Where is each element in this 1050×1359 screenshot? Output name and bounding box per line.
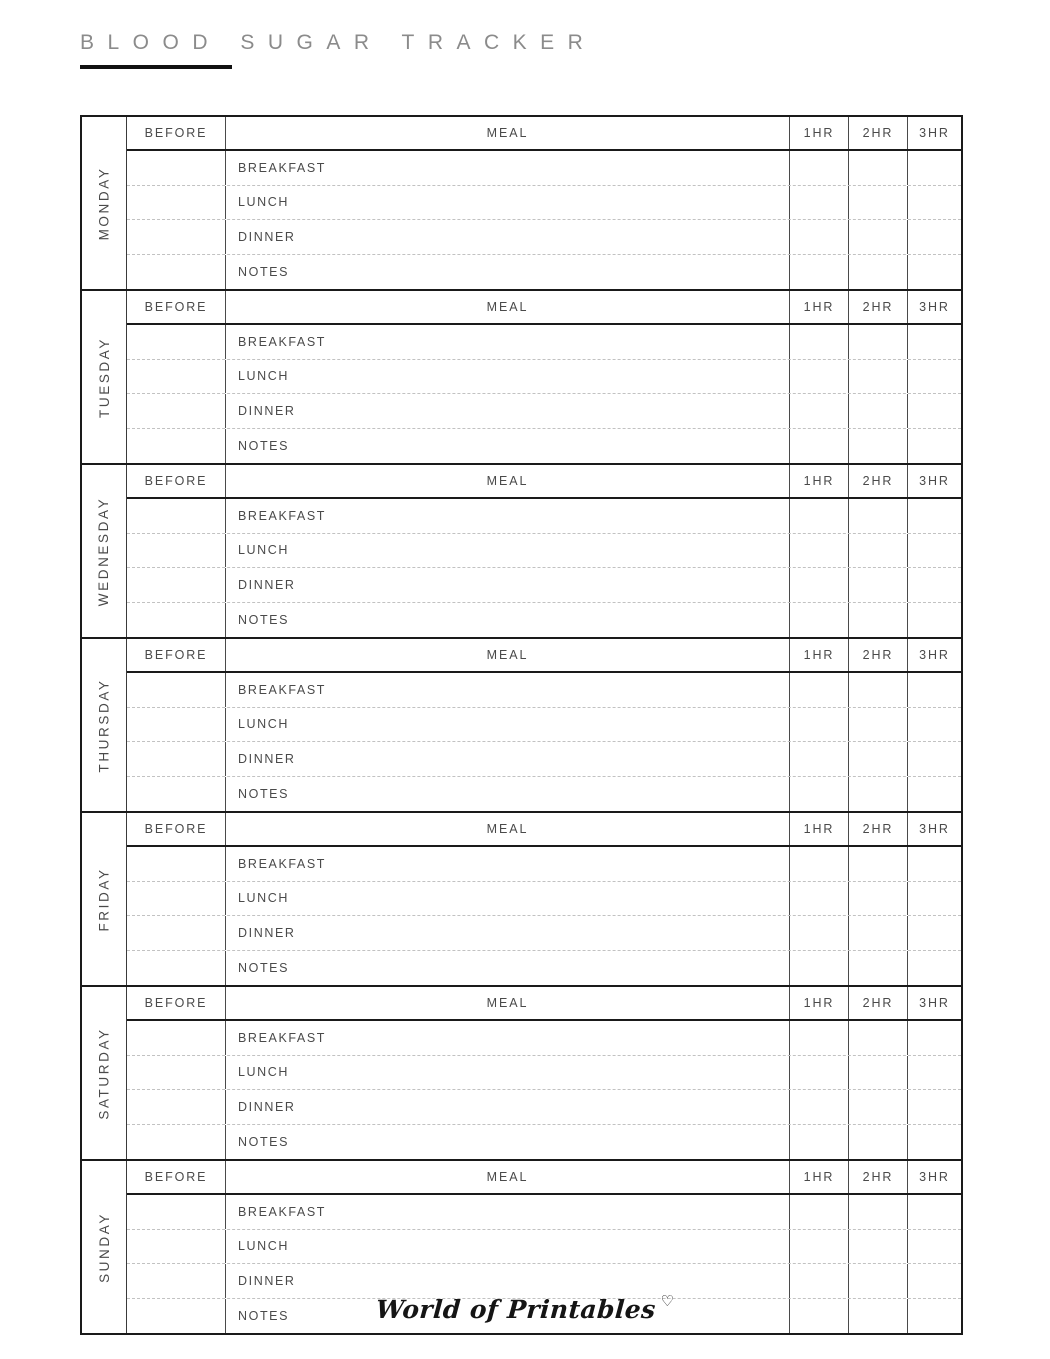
- meal-entry-row: [127, 603, 961, 638]
- reading-1hr-input[interactable]: [790, 255, 849, 290]
- meal-entry-input[interactable]: [226, 1264, 790, 1298]
- reading-2hr-input[interactable]: [849, 1230, 908, 1264]
- reading-1hr-input[interactable]: [790, 951, 849, 986]
- before-reading-input[interactable]: [127, 847, 226, 881]
- reading-2hr-input[interactable]: [849, 847, 908, 881]
- reading-1hr-input[interactable]: [790, 151, 849, 185]
- column-header-1hr: 1HR: [790, 813, 849, 845]
- reading-1hr-input[interactable]: [790, 1090, 849, 1124]
- blood-sugar-tracker-table: [80, 115, 963, 1335]
- reading-3hr-input[interactable]: [908, 1090, 961, 1124]
- day-body: [127, 465, 961, 637]
- column-header-1hr: 1HR: [790, 465, 849, 497]
- meal-entry-row: [127, 673, 961, 708]
- meal-row-label: NOTES: [238, 264, 290, 279]
- meal-entry-row: [127, 325, 961, 360]
- meal-entry-row: [127, 1090, 961, 1125]
- meal-entry-row: [127, 568, 961, 603]
- meal-entry-row: [127, 951, 961, 986]
- before-reading-input[interactable]: [127, 394, 226, 428]
- before-reading-input[interactable]: [127, 1021, 226, 1055]
- reading-1hr-input[interactable]: [790, 429, 849, 464]
- meal-row-label: DINNER: [238, 1273, 296, 1288]
- column-header-3hr: 3HR: [919, 126, 950, 140]
- column-header-3hr: 3HR: [919, 996, 950, 1010]
- before-reading-input[interactable]: [127, 255, 226, 290]
- meal-row-label: DINNER: [238, 229, 296, 244]
- reading-1hr-input[interactable]: [790, 1195, 849, 1229]
- meal-entry-input[interactable]: [226, 673, 790, 707]
- meal-entry-input[interactable]: [226, 742, 790, 776]
- before-reading-input[interactable]: [127, 151, 226, 185]
- reading-3hr-input[interactable]: [908, 708, 961, 742]
- page-title: BLOOD SUGAR TRACKER: [80, 31, 597, 54]
- day-body: [127, 291, 961, 463]
- before-reading-input[interactable]: [127, 429, 226, 464]
- column-header-before: BEFORE: [127, 813, 226, 845]
- meal-entry-row: [127, 916, 961, 951]
- meal-entry-input[interactable]: [226, 325, 790, 359]
- day-block: [82, 117, 961, 291]
- before-reading-input[interactable]: [127, 568, 226, 602]
- reading-2hr-input[interactable]: [849, 186, 908, 220]
- meal-entry-row: [127, 777, 961, 812]
- meal-entry-input[interactable]: [226, 777, 790, 812]
- meal-row-label: LUNCH: [238, 891, 290, 906]
- reading-2hr-input[interactable]: [849, 499, 908, 533]
- day-name: THURSDAY: [96, 677, 112, 773]
- reading-3hr-input[interactable]: [908, 186, 961, 220]
- reading-2hr-input[interactable]: [849, 916, 908, 950]
- before-reading-input[interactable]: [127, 1090, 226, 1124]
- meal-entry-row: [127, 742, 961, 777]
- reading-3hr-input[interactable]: [908, 360, 961, 394]
- column-header-1hr: 1HR: [790, 117, 849, 149]
- meal-entry-row: [127, 1230, 961, 1265]
- reading-2hr-input[interactable]: [849, 673, 908, 707]
- meal-entry-input[interactable]: [226, 220, 790, 254]
- before-reading-input[interactable]: [127, 777, 226, 812]
- meal-entry-row: [127, 1264, 961, 1299]
- title-block: [80, 32, 596, 69]
- reading-3hr-input[interactable]: [908, 325, 961, 359]
- day-body: [127, 813, 961, 985]
- before-reading-input[interactable]: [127, 1230, 226, 1264]
- reading-3hr-input[interactable]: [908, 1264, 961, 1298]
- reading-3hr-input[interactable]: [908, 1195, 961, 1229]
- day-name: MONDAY: [96, 166, 112, 240]
- reading-3hr-input[interactable]: [908, 1056, 961, 1090]
- reading-1hr-input[interactable]: [790, 673, 849, 707]
- day-label-cell: [82, 291, 127, 463]
- day-body: [127, 987, 961, 1159]
- footer-branding: [0, 1292, 1050, 1324]
- meal-row-label: BREAKFAST: [238, 334, 327, 349]
- reading-1hr-input[interactable]: [790, 777, 849, 812]
- reading-3hr-input[interactable]: [908, 603, 961, 638]
- reading-1hr-input[interactable]: [790, 360, 849, 394]
- reading-1hr-input[interactable]: [790, 325, 849, 359]
- reading-2hr-input[interactable]: [849, 394, 908, 428]
- reading-3hr-input[interactable]: [908, 568, 961, 602]
- meal-entry-row: [127, 882, 961, 917]
- column-header-1hr: 1HR: [790, 987, 849, 1019]
- meal-row-label: DINNER: [238, 1099, 296, 1114]
- reading-3hr-input[interactable]: [908, 742, 961, 776]
- meal-entry-input[interactable]: [226, 1056, 790, 1090]
- reading-2hr-input[interactable]: [849, 1056, 908, 1090]
- meal-entry-row: [127, 151, 961, 186]
- before-reading-input[interactable]: [127, 603, 226, 638]
- reading-3hr-input[interactable]: [908, 1021, 961, 1055]
- column-header-before: BEFORE: [127, 987, 226, 1019]
- meal-entry-row: [127, 360, 961, 395]
- reading-1hr-input[interactable]: [790, 568, 849, 602]
- meal-row-label: LUNCH: [238, 1239, 290, 1254]
- column-header-before: BEFORE: [127, 117, 226, 149]
- reading-3hr-input[interactable]: [908, 777, 961, 812]
- meal-entry-input[interactable]: [226, 1125, 790, 1160]
- meal-row-label: NOTES: [238, 438, 290, 453]
- meal-row-label: NOTES: [238, 786, 290, 801]
- reading-2hr-input[interactable]: [849, 882, 908, 916]
- reading-1hr-input[interactable]: [790, 708, 849, 742]
- meal-row-label: DINNER: [238, 751, 296, 766]
- column-header-3hr: 3HR: [919, 822, 950, 836]
- reading-3hr-input[interactable]: [908, 916, 961, 950]
- reading-2hr-input[interactable]: [849, 708, 908, 742]
- reading-2hr-input[interactable]: [849, 429, 908, 464]
- reading-2hr-input[interactable]: [849, 742, 908, 776]
- reading-3hr-input[interactable]: [908, 255, 961, 290]
- before-reading-input[interactable]: [127, 325, 226, 359]
- meal-row-label: NOTES: [238, 1308, 290, 1323]
- reading-3hr-input[interactable]: [908, 951, 961, 986]
- column-header-meal: MEAL: [226, 1161, 790, 1193]
- day-name: SUNDAY: [96, 1211, 112, 1283]
- reading-3hr-input[interactable]: [908, 1125, 961, 1160]
- day-header-row: [127, 465, 961, 499]
- reading-1hr-input[interactable]: [790, 1264, 849, 1298]
- meal-entry-input[interactable]: [226, 568, 790, 602]
- reading-3hr-input[interactable]: [908, 1230, 961, 1264]
- reading-3hr-input[interactable]: [908, 882, 961, 916]
- reading-2hr-input[interactable]: [849, 1195, 908, 1229]
- meal-row-label: LUNCH: [238, 543, 290, 558]
- meal-entry-input[interactable]: [226, 255, 790, 290]
- meal-entry-input[interactable]: [226, 1090, 790, 1124]
- day-header-row: [127, 987, 961, 1021]
- meal-entry-input[interactable]: [226, 1230, 790, 1264]
- reading-3hr-input[interactable]: [908, 429, 961, 464]
- day-name: WEDNESDAY: [96, 496, 112, 606]
- day-block: [82, 987, 961, 1161]
- column-header-2hr: 2HR: [849, 1161, 908, 1193]
- meal-row-label: DINNER: [238, 925, 296, 940]
- column-header-1hr: 1HR: [790, 1161, 849, 1193]
- column-header-meal: MEAL: [226, 117, 790, 149]
- reading-1hr-input[interactable]: [790, 499, 849, 533]
- day-name: FRIDAY: [96, 866, 112, 932]
- day-name: TUESDAY: [96, 336, 112, 418]
- reading-2hr-input[interactable]: [849, 951, 908, 986]
- meal-entry-input[interactable]: [226, 394, 790, 428]
- day-block: [82, 291, 961, 465]
- column-header-before: BEFORE: [127, 639, 226, 671]
- reading-1hr-input[interactable]: [790, 742, 849, 776]
- before-reading-input[interactable]: [127, 499, 226, 533]
- meal-row-label: BREAKFAST: [238, 508, 327, 523]
- reading-3hr-input[interactable]: [908, 394, 961, 428]
- meal-entry-input[interactable]: [226, 882, 790, 916]
- reading-1hr-input[interactable]: [790, 847, 849, 881]
- column-header-meal: MEAL: [226, 465, 790, 497]
- reading-2hr-input[interactable]: [849, 1125, 908, 1160]
- before-reading-input[interactable]: [127, 186, 226, 220]
- before-reading-input[interactable]: [127, 1264, 226, 1298]
- reading-2hr-input[interactable]: [849, 325, 908, 359]
- meal-entry-input[interactable]: [226, 360, 790, 394]
- column-header-before: BEFORE: [127, 1161, 226, 1193]
- reading-1hr-input[interactable]: [790, 1021, 849, 1055]
- reading-3hr-input[interactable]: [908, 151, 961, 185]
- day-label-cell: [82, 117, 127, 289]
- reading-1hr-input[interactable]: [790, 603, 849, 638]
- meal-entry-input[interactable]: [226, 916, 790, 950]
- meal-entry-row: [127, 255, 961, 290]
- reading-2hr-input[interactable]: [849, 220, 908, 254]
- meal-entry-row: [127, 708, 961, 743]
- meal-entry-input[interactable]: [226, 951, 790, 986]
- before-reading-input[interactable]: [127, 916, 226, 950]
- meal-entry-input[interactable]: [226, 847, 790, 881]
- day-label-cell: [82, 465, 127, 637]
- day-block: [82, 813, 961, 987]
- column-header-3hr: 3HR: [919, 474, 950, 488]
- reading-1hr-input[interactable]: [790, 394, 849, 428]
- before-reading-input[interactable]: [127, 1195, 226, 1229]
- reading-1hr-input[interactable]: [790, 1056, 849, 1090]
- column-header-3hr: 3HR: [919, 648, 950, 662]
- reading-2hr-input[interactable]: [849, 1090, 908, 1124]
- meal-entry-input[interactable]: [226, 1195, 790, 1229]
- reading-1hr-input[interactable]: [790, 916, 849, 950]
- meal-row-label: NOTES: [238, 960, 290, 975]
- meal-row-label: NOTES: [238, 612, 290, 627]
- day-block: [82, 465, 961, 639]
- meal-entry-input[interactable]: [226, 708, 790, 742]
- day-name: SATURDAY: [96, 1026, 112, 1120]
- reading-2hr-input[interactable]: [849, 360, 908, 394]
- meal-row-label: BREAKFAST: [238, 160, 327, 175]
- meal-entry-input[interactable]: [226, 429, 790, 464]
- meal-entry-row: [127, 394, 961, 429]
- column-header-before: BEFORE: [127, 465, 226, 497]
- meal-entry-row: [127, 534, 961, 569]
- column-header-1hr: 1HR: [790, 639, 849, 671]
- reading-2hr-input[interactable]: [849, 1264, 908, 1298]
- meal-entry-input[interactable]: [226, 151, 790, 185]
- meal-entry-input[interactable]: [226, 1021, 790, 1055]
- day-label-cell: [82, 813, 127, 985]
- heart-icon: ♡: [660, 1292, 675, 1310]
- day-body: [127, 117, 961, 289]
- meal-entry-row: [127, 1021, 961, 1056]
- reading-2hr-input[interactable]: [849, 151, 908, 185]
- before-reading-input[interactable]: [127, 1056, 226, 1090]
- meal-row-label: LUNCH: [238, 195, 290, 210]
- day-body: [127, 639, 961, 811]
- meal-row-label: BREAKFAST: [238, 856, 327, 871]
- before-reading-input[interactable]: [127, 882, 226, 916]
- meal-row-label: LUNCH: [238, 369, 290, 384]
- reading-2hr-input[interactable]: [849, 568, 908, 602]
- meal-entry-input[interactable]: [226, 603, 790, 638]
- column-header-3hr: 3HR: [919, 1170, 950, 1184]
- reading-2hr-input[interactable]: [849, 603, 908, 638]
- column-header-meal: MEAL: [226, 813, 790, 845]
- title-underline-rule: [80, 65, 232, 69]
- meal-entry-row: [127, 429, 961, 464]
- meal-entry-input[interactable]: [226, 186, 790, 220]
- column-header-meal: MEAL: [226, 639, 790, 671]
- before-reading-input[interactable]: [127, 1125, 226, 1160]
- column-header-2hr: 2HR: [849, 987, 908, 1019]
- meal-entry-row: [127, 1195, 961, 1230]
- before-reading-input[interactable]: [127, 673, 226, 707]
- column-header-2hr: 2HR: [849, 291, 908, 323]
- meal-row-label: BREAKFAST: [238, 1204, 327, 1219]
- brand-wordmark: World of Printables: [374, 1295, 657, 1324]
- before-reading-input[interactable]: [127, 742, 226, 776]
- meal-row-label: LUNCH: [238, 717, 290, 732]
- column-header-2hr: 2HR: [849, 639, 908, 671]
- column-header-before: BEFORE: [127, 291, 226, 323]
- day-label-cell: [82, 987, 127, 1159]
- reading-1hr-input[interactable]: [790, 220, 849, 254]
- meal-entry-row: [127, 847, 961, 882]
- day-block: [82, 639, 961, 813]
- day-label-cell: [82, 639, 127, 811]
- before-reading-input[interactable]: [127, 708, 226, 742]
- meal-entry-row: [127, 1125, 961, 1160]
- column-header-meal: MEAL: [226, 291, 790, 323]
- column-header-2hr: 2HR: [849, 813, 908, 845]
- reading-2hr-input[interactable]: [849, 777, 908, 812]
- before-reading-input[interactable]: [127, 360, 226, 394]
- meal-row-label: NOTES: [238, 1134, 290, 1149]
- meal-entry-row: [127, 1056, 961, 1091]
- day-header-row: [127, 813, 961, 847]
- before-reading-input[interactable]: [127, 951, 226, 986]
- column-header-1hr: 1HR: [790, 291, 849, 323]
- reading-1hr-input[interactable]: [790, 882, 849, 916]
- before-reading-input[interactable]: [127, 220, 226, 254]
- column-header-2hr: 2HR: [849, 117, 908, 149]
- reading-1hr-input[interactable]: [790, 1230, 849, 1264]
- day-header-row: [127, 1161, 961, 1195]
- meal-row-label: DINNER: [238, 403, 296, 418]
- meal-entry-input[interactable]: [226, 534, 790, 568]
- reading-1hr-input[interactable]: [790, 534, 849, 568]
- meal-entry-input[interactable]: [226, 499, 790, 533]
- day-header-row: [127, 639, 961, 673]
- meal-row-label: BREAKFAST: [238, 1030, 327, 1045]
- reading-2hr-input[interactable]: [849, 255, 908, 290]
- day-header-row: [127, 117, 961, 151]
- meal-entry-row: [127, 220, 961, 255]
- reading-3hr-input[interactable]: [908, 220, 961, 254]
- column-header-2hr: 2HR: [849, 465, 908, 497]
- meal-row-label: LUNCH: [238, 1065, 290, 1080]
- reading-1hr-input[interactable]: [790, 186, 849, 220]
- reading-3hr-input[interactable]: [908, 673, 961, 707]
- meal-row-label: DINNER: [238, 577, 296, 592]
- column-header-3hr: 3HR: [919, 300, 950, 314]
- meal-entry-row: [127, 499, 961, 534]
- day-header-row: [127, 291, 961, 325]
- meal-row-label: BREAKFAST: [238, 682, 327, 697]
- reading-2hr-input[interactable]: [849, 1021, 908, 1055]
- reading-3hr-input[interactable]: [908, 534, 961, 568]
- column-header-meal: MEAL: [226, 987, 790, 1019]
- reading-1hr-input[interactable]: [790, 1125, 849, 1160]
- before-reading-input[interactable]: [127, 534, 226, 568]
- meal-entry-row: [127, 186, 961, 221]
- reading-3hr-input[interactable]: [908, 499, 961, 533]
- reading-3hr-input[interactable]: [908, 847, 961, 881]
- reading-2hr-input[interactable]: [849, 534, 908, 568]
